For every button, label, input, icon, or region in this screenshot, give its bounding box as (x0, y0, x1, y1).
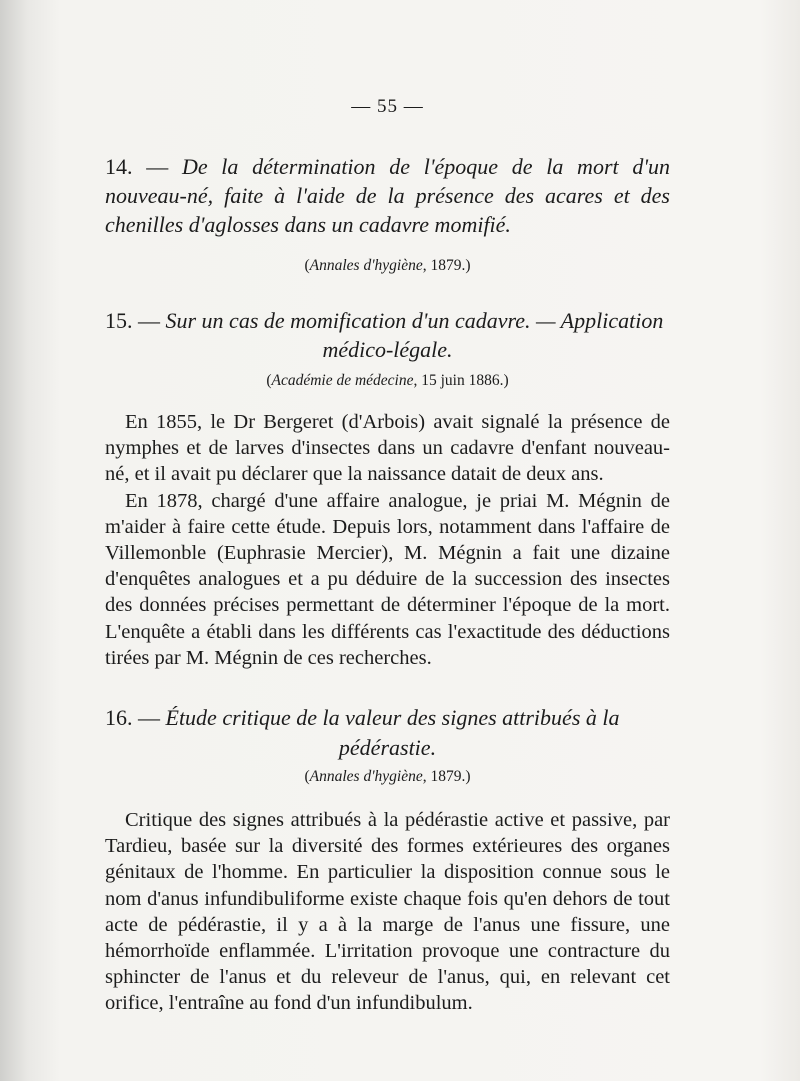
entry-title-text: De la détermination de l'époque de la mort d'un nouveau-né, faite à l'aide de la présence des acares et des chenilles d'aglosses dans un cadavre momifié. (105, 154, 671, 237)
entry-15-source: (Académie de médecine, 15 juin 1886.) (266, 372, 509, 389)
page-number: — 55 — (351, 96, 424, 117)
paragraph: En 1855, le Dr Bergeret (d'Arbois) avait signalé la présence de nymphes et de larves d'insectes dans un cadavre d'enfant nouveau-né, et il avait pu déclarer que la naissance datait de deux ans. (105, 411, 670, 486)
entry-15-title-cont (105, 335, 670, 364)
source-name: Académie de médecine (271, 372, 414, 389)
entry-title-text: pédérastie. (338, 735, 437, 760)
entry-16-title (105, 703, 670, 732)
paragraph: En 1878, chargé d'une affaire analogue, je priai M. Mégnin de m'aider à faire cette étude. Depuis lors, notamment dans l'affaire de Villemonble (Euphrasie Mercier), M. Mégnin a fait une dizaine d'enquêtes analogues et a pu déduire de la succession des insectes des données précises permettant de déterminer l'époque de la mort. L'enquête a établi dans les différents cas l'exactitude des déductions tirées par M. Mégnin de ces recherches. (105, 489, 670, 669)
entry-title-text: Sur un cas de momification d'un cadavre. — Application (165, 308, 664, 333)
entry-15-title (105, 306, 670, 335)
entry-number: 16. — (105, 705, 160, 730)
entry-16-title-cont (105, 733, 670, 762)
paragraph: Critique des signes attribués à la pédérastie active et passive, par Tardieu, basée sur la diversité des formes extérieures des organes génitaux de l'homme. En particulier la disposition connue sous le nom d'anus infundibuliforme existe chaque fois qu'en dehors de tout acte de pédérastie, il y a à la marge de l'anus une fissure, une hémorrhoïde enflammée. L'irritation provoque une contracture du sphincter de l'anus et du releveur de l'anus, qui, en relevant cet orifice, l'entraîne au fond d'un infundibulum. (105, 809, 670, 1015)
source-rest: , 1879. (422, 257, 466, 274)
entry-14-source: (Annales d'hygiène, 1879.) (304, 257, 471, 274)
source-name: Annales d'hygiène (309, 257, 423, 274)
entry-14-title (105, 152, 670, 239)
entry-15-body (105, 409, 670, 671)
entry-title-text: médico-légale. (322, 337, 453, 362)
entry-number: 15. — (105, 308, 160, 333)
entry-16-body (105, 807, 670, 1017)
entry-16-source: (Annales d'hygiène, 1879.) (304, 768, 471, 785)
source-name: Annales d'hygiène (309, 768, 423, 785)
source-rest: , 1879. (422, 768, 466, 785)
entry-number: 14. — (105, 154, 169, 179)
source-rest: , 15 juin 1886. (413, 372, 504, 389)
entry-title-text: Étude critique de la valeur des signes attribués à la (165, 705, 620, 730)
